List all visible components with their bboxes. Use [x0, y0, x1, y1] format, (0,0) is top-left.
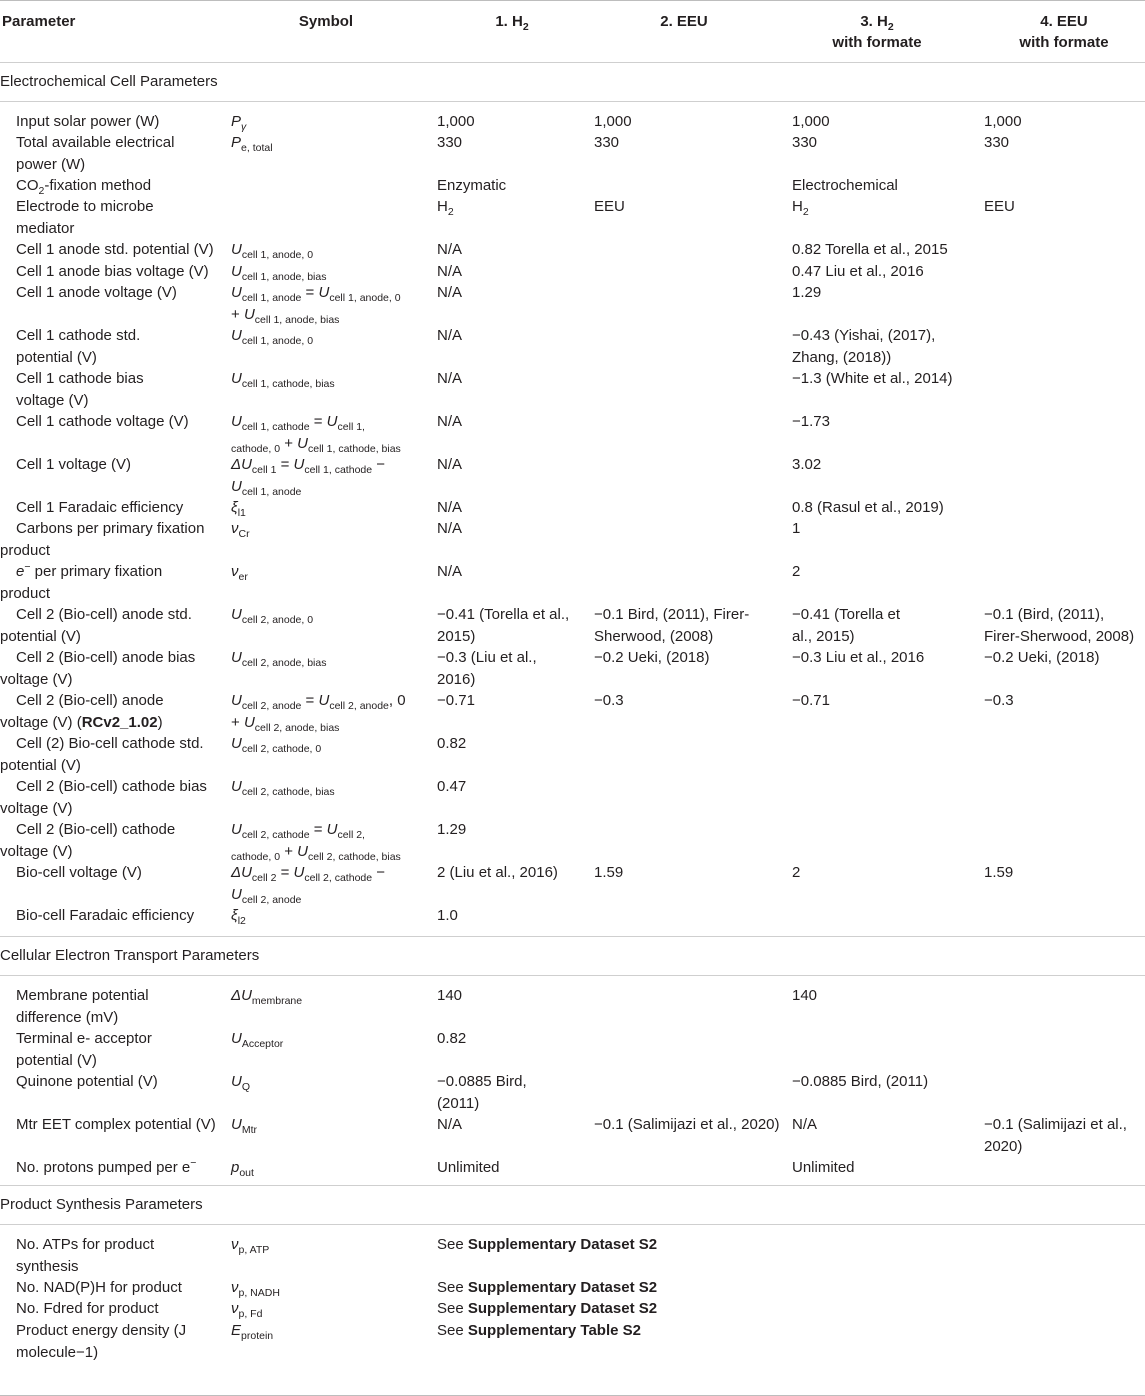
- header-parameter: Parameter: [2, 13, 76, 30]
- section-transport: Cellular Electron Transport Parameters: [0, 936, 1145, 976]
- product-rows: No. ATPs for product synthesis $\nu_{p, ATP}$ See Supplementary Dataset S2 No. NAD(P)H for product $\nu_{p, NADH}$ See Supplementary Dataset S2 No. Fdred for product $\nu_{p, Fd}$ See Supplementary Dataset S2 Product energy density (J molecule−1) $E_{protein}$ See Supplementary Table S2: [16, 1236, 658, 1361]
- header-h2-formate: 3. $H_2$ with formate: [832, 13, 922, 51]
- section-product: Product Synthesis Parameters: [0, 1185, 1145, 1225]
- electrochemical-rows: Input solar power (W) $P_\gamma$ 1,000 1,000 1,000 1,000 Total available electrical power (W) $P_{e, total}$ 330 330 330 330 $CO_2$-fixation method Enzymatic Electrochemical Electrode to microbe mediator $H_2$ EEU $H_2$ EEU Cell 1 anode std. potential (V) $U_{cell 1, anode, 0}$ N/A 0.82 Torella et al., 2015 Cell 1 anode bias voltage (V) $U_{cell 1, anode, bias}$ N/A 0.47 Liu et al., 2016 Cell 1 anode voltage (V) $U_{cell 1, anode} = U_{cell 1, anode, 0}$ + $U_{cell 1, anode, bias}$ N/A 1.29 Cell 1 cathode std. potential (V) $U_{cell 1, anode, 0}$ N/A −0.43 (Yishai, (2017), Zhang, (2018)) Cell 1 cathode bias voltage (V) $U_{cell 1, cathode, bias}$ N/A −1.3 (White et al., 2014) Cell 1 cathode voltage (V) $U_{cell 1, cathode} = U_{cell 1,}$ $_{cathode, 0} + U_{cell 1, cathode, bias}$ N/A −1.73 Cell 1 voltage (V) $\Delta U_{cell 1} = U_{cell 1, cathode}$ − $U_{cell 1, anode}$ N/A 3.02 Cell 1 Faradaic efficiency $\xi_{l1}$ N/A 0.8 (Rasul et al., 2019) Carbons per primary fixation product $\nu_{Cr}$ N/A 1 e− per primary fixation product $\nu_{er}$ N/A 2 Cell 2 (Bio-cell) anode std. potential (V) $U_{cell 2, anode, 0}$ −0.41 (Torella et al., 2015) −0.1 Bird, (2011), Firer-Sherwood, (2008) −0.41 (Torella et al., 2015) −0.1 (Bird, (2011), Firer-Sherwood, 2008) Cell 2 (Bio-cell) anode bias voltage (V) $U_{cell 2, anode, bias}$ −0.3 (Liu et al., 2016) −0.2 Ueki, (2018) −0.3 Liu et al., 2016 −0.2 Ueki, (2018) Cell 2 (Bio-cell) anode voltage (V) (RCv2_1.02) $U_{cell 2, anode} = U_{cell 2, anode}$, 0 + $U_{cell 2, anode, bias}$ −0.71 −0.3 −0.71 −0.3 Cell (2) Bio-cell cathode std. potential (V) $U_{cell 2, cathode, 0}$ 0.82 Cell 2 (Bio-cell) cathode bias voltage (V) $U_{cell 2, cathode, bias}$ 0.47 Cell 2 (Bio-cell) cathode voltage (V) $U_{cell 2, cathode} = U_{cell 2,}$ $_{cathode, 0} + U_{cell 2, cathode, bias}$ 1.29 Bio-cell voltage (V) $\Delta U_{cell 2} = U_{cell 2, cathode}$ − $U_{cell 2, anode}$ 2 (Liu et al., 2016) 1.59 2 1.59 Bio-cell Faradaic efficiency $\xi_{l2}$ 1.0: [0, 113, 1135, 927]
- section-electrochemical: Electrochemical Cell Parameters: [0, 63, 1145, 102]
- header-eeu: 2. EEU: [660, 13, 708, 30]
- header-symbol: Symbol: [298, 13, 354, 30]
- header-h2: 1. $H_2$: [495, 13, 529, 33]
- transport-rows: Membrane potential difference (mV) $\Delta U_{membrane}$ 140 140 Terminal e- acceptor potential (V) $U_{Acceptor}$ 0.82 Quinone potential (V) $U_Q$ −0.0885 Bird, (2011) −0.0885 Bird, (2011) Mtr EET complex potential (V) $U_{Mtr}$ N/A −0.1 (Salimijazi et al., 2020) N/A −0.1 (Salimijazi et al., 2020) No. protons pumped per e− $p_{out}$ Unlimited Unlimited: [16, 987, 1127, 1179]
- header-eeu-formate: 4. EEU with formate: [1019, 13, 1109, 51]
- table-header: [0, 0, 1145, 63]
